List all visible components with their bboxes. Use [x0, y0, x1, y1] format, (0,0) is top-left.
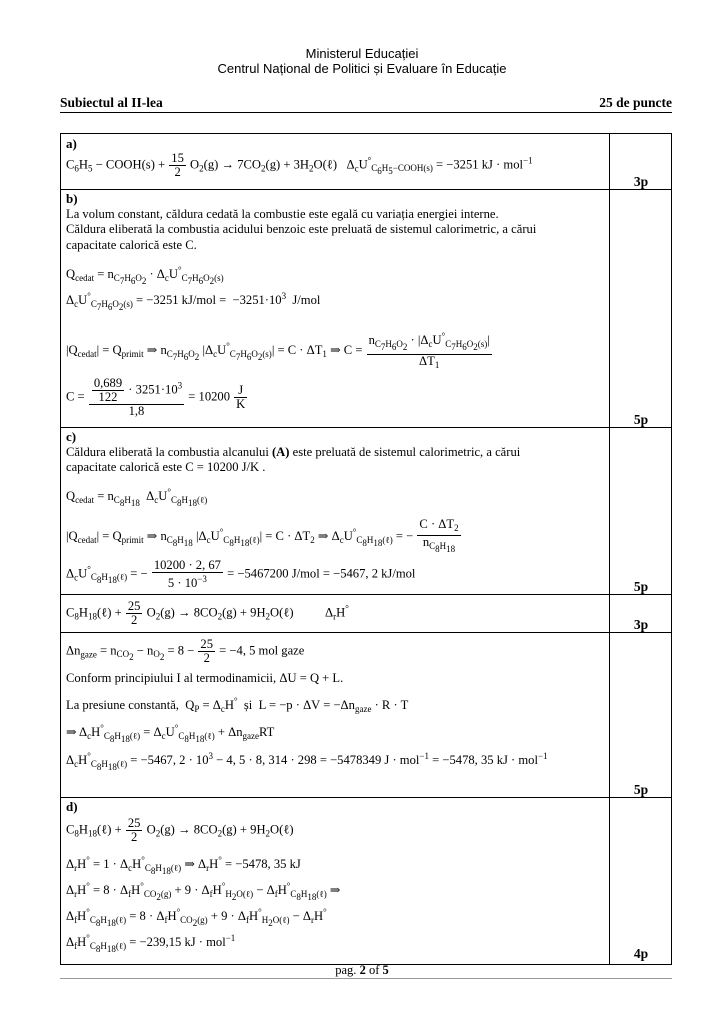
section-c-points-3: 5p	[633, 782, 649, 797]
section-c-text-line1: Căldura eliberată la combustia alcanului (A) este preluată de sistemul calorimetric, a cărui	[66, 444, 521, 459]
section-a-label: a)	[66, 136, 77, 151]
section-a-points: 3p	[633, 174, 649, 189]
equation-b-calorimeter-c: C = $\frac{0,689}{122}$ · $3251\cdot 10^3$ 1,8 = 10200 $\frac{J}{K}$	[66, 376, 246, 418]
equation-c-q-cedat: $Q_{cedat} = n_{C_8H_{18}}$ $\Delta_cU^\circ_{C_8H_{18}(\ell)}$	[66, 487, 208, 508]
equation-c-octane-combustion: $C_8H_{18}(\ell)$ + $\frac{25}{2}$ $O_2(g) \to 8CO_2(g)$ + $9H_2O(\ell)$ $\Delta_rH^\circ$	[66, 599, 349, 627]
equation-d-formation-expr: $\Delta_fH^\circ_{C_8H_{18}(\ell)} = 8 \cdot \Delta_fH^\circ_{CO_2(g)} + 9 \cdot \Delta_fH^\circ_{H_2O(\ell)} - \Delta_rH^\circ$	[66, 907, 327, 928]
equation-c-constant-pressure: La presiune constantă, $Q_P = \Delta_cH^\circ$ și $L = -p \cdot \Delta V = -\Delta n_{gaze} \cdot R \cdot T$	[66, 696, 409, 714]
equation-b-heat-balance: $|Q_{cedat}| = Q_{primit}$ ⇒ $n_{C_7H_6O_2}$ $|\Delta_cU^\circ_{C_7H_6O_2(s)}| = C \cdot \Delta T_1$ ⇒ C = $\frac{n_{C_7H_6O_2} \cdot |\Delta_cU^\circ_{C_7H_6O_2(s)}|}{\Delta T_1}$	[66, 331, 490, 370]
row-divider	[61, 427, 671, 428]
section-c-label: c)	[66, 429, 77, 444]
equation-b-q-cedat: $Q_{cedat} = n_{C_7H_6O_2} \cdot \Delta_cU^\circ_{C_7H_6O_2(s)}$	[66, 265, 224, 286]
equation-c-heat-balance: $|Q_{cedat}| = Q_{primit}$ ⇒ $n_{C_8H_{18}}$ $|\Delta_cU^\circ_{C_8H_{18}(\ell)}| = C \cdot \Delta T_2$ ⇒ $\Delta_cU^\circ_{C_8H_{18}(\ell)}$ = − $\frac{C \cdot \Delta T_2}{n_{C_8H_{18}}}$	[66, 517, 459, 554]
equation-d-reaction-enthalpy: $\Delta_rH^\circ = 1 \cdot \Delta_cH^\circ_{C_8H_{18}(\ell)}$ ⇒ $\Delta_rH^\circ = -5478$, 35 kJ	[66, 855, 301, 876]
subject-heading	[60, 95, 672, 113]
section-c-principle-text: Conform principiului I al termodinamicii, ΔU = Q + L.	[66, 671, 344, 685]
section-b-text	[66, 191, 606, 253]
section-c-points-2: 3p	[633, 617, 649, 632]
subject-title: Subiectul al II-lea	[60, 95, 163, 110]
row-divider	[61, 189, 671, 190]
section-c-text	[66, 429, 606, 476]
section-d-points: 4p	[633, 946, 649, 961]
equation-c-delta-n-gas: $\Delta n_{gaze} = n_{CO_2} - n_{O_2} = 8$ − $\frac{25}{2}$ = −4, 5 mol gaze	[66, 637, 305, 665]
equation-d-octane-combustion: $C_8H_{18}(\ell)$ + $\frac{25}{2}$ $O_2(g) \to 8CO_2(g)$ + $9H_2O(\ell)$	[66, 816, 294, 844]
row-divider	[61, 632, 671, 633]
row-divider	[61, 797, 671, 798]
section-b-points: 5p	[633, 412, 649, 427]
section-b-label: b)	[66, 191, 78, 206]
equation-d-hess: $\Delta_rH^\circ = 8 \cdot \Delta_fH^\circ_{CO_2(g)} + 9 \cdot \Delta_fH^\circ_{H_2O(\ell)} - \Delta_fH^\circ_{C_8H_{18}(\ell)}$ ⇒	[66, 881, 341, 902]
equation-b-delta-u: $\Delta_cU^\circ_{C_7H_6O_2(s)} = -3251$ $kJ/mol = -3251\cdot 10^3$ J/mol	[66, 291, 321, 312]
footer-line	[60, 978, 672, 979]
header-center: Centrul Național de Politici și Evaluare în Educație	[217, 61, 507, 76]
row-divider	[61, 594, 671, 595]
equation-a-benzoic-combustion: $C_6H_5$ − COOH(s) + $\frac{15}{2}$ $O_2(g) \to 7CO_2(g)$ + $3H_2O(\ell) \Delta_cU^\circ_{C_6H_5-COOH(s)} = -3251$ kJ · mol$^{-1}$	[66, 151, 533, 179]
equation-c-delta-u-value: $\Delta_cU^\circ_{C_8H_{18}(\ell)}$ = − $\frac{10200 \cdot 2, 67}{5 \cdot 10^{-3}}$ = −5467200 J/mol = −5467, 2 kJ/mol	[66, 558, 416, 590]
header-ministry: Ministerul Educației	[305, 46, 419, 61]
equation-c-enthalpy-relation: ⇒ $\Delta_cH^\circ_{C_8H_{18}(\ell)} = \Delta_cU^\circ_{C_8H_{18}(\ell)} + \Delta n_{gaze}RT$	[66, 723, 275, 744]
section-b-text-line1: La volum constant, căldura cedată la combustie este egală cu variația energiei interne.	[66, 206, 499, 221]
answer-table	[60, 133, 672, 965]
page-footer: pag. 2 of 5	[335, 963, 389, 977]
section-b-text-line3: capacitate calorică este C.	[66, 237, 197, 252]
section-c-points-1: 5p	[633, 579, 649, 594]
column-divider	[609, 134, 610, 964]
subject-points: 25 de puncte	[599, 95, 672, 110]
equation-d-formation-value: $\Delta_fH^\circ_{C_8H_{18}(\ell)} = -239,15$ kJ · mol$^{-1}$	[66, 933, 236, 954]
equation-c-enthalpy-value: $\Delta_cH^\circ_{C_8H_{18}(\ell)} = -5467$, $2 \cdot 10^3 - 4$, 5 · 8, 314 · 298 = −5478349 J · mol$^{-1}$ = −5478, 35 kJ · mol$^{-1}$	[66, 751, 548, 772]
section-c-text-line2: capacitate calorică este C = 10200 J/K .	[66, 460, 266, 474]
section-b-text-line2: Căldura eliberată la combustia acidului benzoic este preluată de sistemul calorimetric, a cărui	[66, 222, 537, 236]
section-d-label: d)	[66, 799, 78, 814]
